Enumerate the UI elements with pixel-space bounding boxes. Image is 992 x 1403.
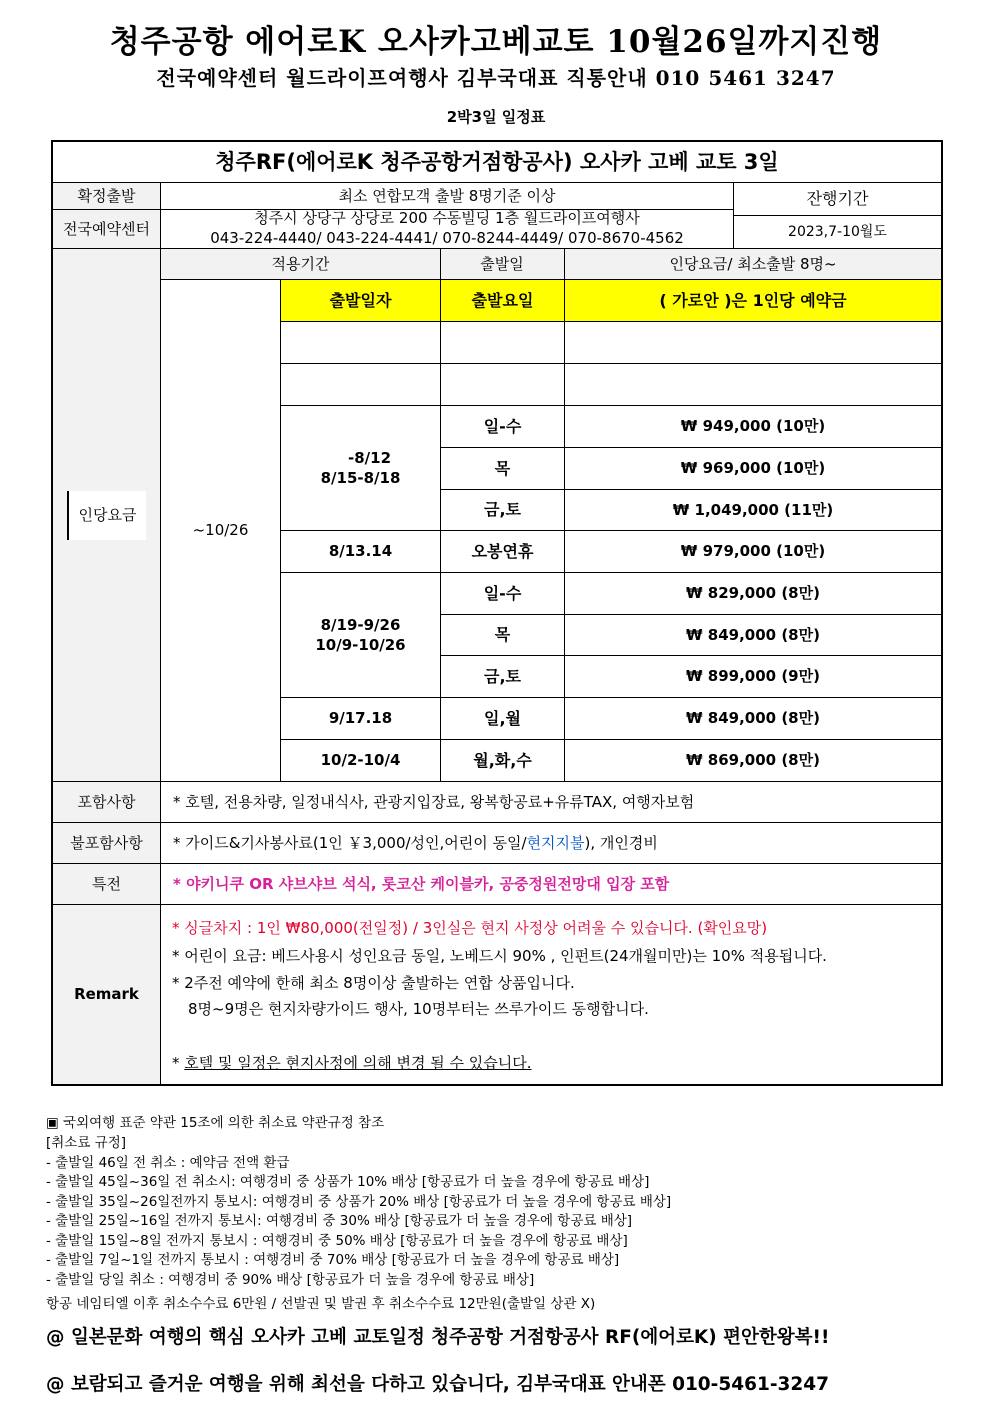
cancel-line-9: - 출발일 당일 취소 : 여행경비 중 90% 배상 [항공료가 더 높을 경우에 항공료 배상] <box>46 1272 535 1288</box>
page-title: 청주공항 에어로K 오사카고베교토 10월26일까지진행 <box>109 24 883 60</box>
group-2-dates: 8/13.14 <box>328 542 393 561</box>
schedule-label: 2박3일 일정표 <box>446 108 546 126</box>
g1-day-2: 목 <box>494 458 511 478</box>
table-title: 청주RF(에어로K 청주공항거점항공사) 오사카 고베 교토 3일 <box>215 149 779 174</box>
g3-price-3: ₩ 899,000 (9만) <box>686 667 820 686</box>
center-address: 청주시 상당구 상당로 200 수동빌딩 1층 월드라이프여행사 <box>254 208 640 227</box>
cancel-line-10: 항공 네임티엘 이후 취소수수료 6만원 / 선발권 및 발권 후 취소수수료 12만원(출발일 상관 X) <box>46 1296 596 1312</box>
include-label: 포함사항 <box>53 782 160 822</box>
period-value: 2023,7-10월도 <box>788 223 887 240</box>
remark-label: Remark <box>53 905 160 1084</box>
period-label: 잔행기간 <box>806 189 869 209</box>
exclude-value: * 가이드&기사봉사료(1인 ￥3,000/성인,어린이 동일/ 현지지불 ), 개인경비 <box>173 833 658 852</box>
col-apply: 적용기간 <box>161 249 440 279</box>
g3-price-1: ₩ 829,000 (8만) <box>686 584 820 603</box>
g2-day-1: 오봉연휴 <box>471 541 534 561</box>
g4-day-1: 일,월 <box>484 708 521 728</box>
group-5-dates: 10/2-10/4 <box>320 751 401 770</box>
g3-day-2: 목 <box>494 625 511 645</box>
footer-line-2: @ 보람되고 즐거운 여행을 위해 최선을 다하고 있습니다, 김부국대표 안내폰 010-5461-3247 <box>46 1374 830 1395</box>
remark-2: * 어린이 요금: 베드사용시 성인요금 동일, 노베드시 90% , 인펀트(24개월미만)는 10% 적용됩니다. <box>172 947 827 965</box>
center-label: 전국예약센터 <box>53 210 160 248</box>
g5-price-1: ₩ 869,000 (8만) <box>686 751 820 770</box>
cancel-line-8: - 출발일 7일~1일 전까지 통보시 : 여행경비 중 70% 배상 [항공료가 더 높을 경우에 항공료 배상] <box>46 1252 620 1268</box>
remark-4: 8명~9명은 현지차량가이드 행사, 10명부터는 쓰루가이드 동행합니다. <box>188 1000 649 1018</box>
g1-price-1: ₩ 949,000 (10만) <box>680 417 826 436</box>
g4-price-1: ₩ 849,000 (8만) <box>686 709 820 728</box>
group-4-dates: 9/17.18 <box>328 709 393 728</box>
price-label: 인당요금 <box>67 491 147 539</box>
special-value: * 야키니쿠 OR 샤브샤브 석식, 롯코산 케이블카, 공중정원전망대 입장 포함 <box>173 874 670 893</box>
group-3-dates: 8/19-9/26 10/9-10/26 <box>315 615 406 654</box>
g1-day-1: 일-수 <box>483 416 522 436</box>
page-subtitle: 전국예약센터 월드라이프여행사 김부국대표 직통안내 010 5461 3247 <box>156 66 836 90</box>
col-price: 인당요금/ 최소출발 8명~ <box>565 249 941 279</box>
col-depart: 출발일 <box>440 249 564 279</box>
remark-3: * 2주전 예약에 한해 최소 8명이상 출발하는 연합 상품입니다. <box>172 974 575 992</box>
cancel-line-2: [취소료 규정] <box>46 1135 127 1151</box>
price-label-cell <box>53 249 160 782</box>
exclude-label: 불포함사항 <box>53 823 160 863</box>
group-1-dates: -8/12 8/15-8/18 <box>320 448 401 487</box>
g3-price-2: ₩ 849,000 (8만) <box>686 625 820 644</box>
g5-day-1: 월,화,수 <box>473 750 532 770</box>
g1-price-3: ₩ 1,049,000 (11만) <box>672 500 834 519</box>
cancel-line-4: - 출발일 45일~36일 전 취소시: 여행경비 중 상품가 10% 배상 [항공료가 더 높을 경우에 항공료 배상] <box>46 1174 650 1190</box>
cancel-line-6: - 출발일 25일~16일 전까지 통보시: 여행경비 중 30% 배상 [항공료가 더 높을 경우에 항공료 배상] <box>46 1213 633 1229</box>
center-phones: 043-224-4440/ 043-224-4441/ 070-8244-4449/ 070-8670-4562 <box>210 229 684 247</box>
include-value: * 호텔, 전용차량, 일정내식사, 관광지입장료, 왕복항공료+유류TAX, 여행자보험 <box>173 792 695 811</box>
confirm-value: 최소 연합모객 출발 8명기준 이상 <box>338 186 556 205</box>
cancel-line-3: - 출발일 46일 전 취소 : 예약금 전액 환급 <box>46 1155 290 1171</box>
apply-range: ~10/26 <box>192 521 249 540</box>
cancel-line-5: - 출발일 35일~26일전까지 통보시: 여행경비 중 상품가 20% 배상 [항공료가 더 높을 경우에 항공료 배상] <box>46 1194 672 1210</box>
center-info <box>161 206 733 250</box>
confirm-label: 확정출발 <box>53 183 160 209</box>
remark-1: * 싱글차지 : 1인 ₩80,000(전일정) / 3인실은 현지 사정상 어려울 수 있습니다. (확인요망) <box>172 919 768 937</box>
cancel-line-1: ▣ 국외여행 표준 약관 15조에 의한 취소료 약관규정 참조 <box>46 1115 385 1131</box>
yellow-note: ( 가로안 )은 1인당 예약금 <box>565 280 941 321</box>
g3-day-1: 일-수 <box>483 583 522 603</box>
g1-price-2: ₩ 969,000 (10만) <box>680 459 826 478</box>
g3-day-3: 금,토 <box>484 666 521 686</box>
g1-day-3: 금,토 <box>484 500 521 520</box>
g2-price-1: ₩ 979,000 (10만) <box>680 542 826 561</box>
yellow-day: 출발요일 <box>441 280 564 321</box>
footer-line-1: @ 일본문화 여행의 핵심 오사카 고베 교토일정 청주공항 거점항공사 RF(에어로K) 편안한왕복!! <box>46 1327 830 1348</box>
yellow-date: 출발일자 <box>281 280 440 321</box>
cancel-line-7: - 출발일 15일~8일 전까지 통보시 : 여행경비 중 50% 배상 [항공료가 더 높을 경우에 항공료 배상] <box>46 1233 628 1249</box>
special-label: 특전 <box>53 864 160 904</box>
remark-5: * 호텔 및 일정은 현지사정에 의해 변경 될 수 있습니다. <box>172 1054 532 1072</box>
